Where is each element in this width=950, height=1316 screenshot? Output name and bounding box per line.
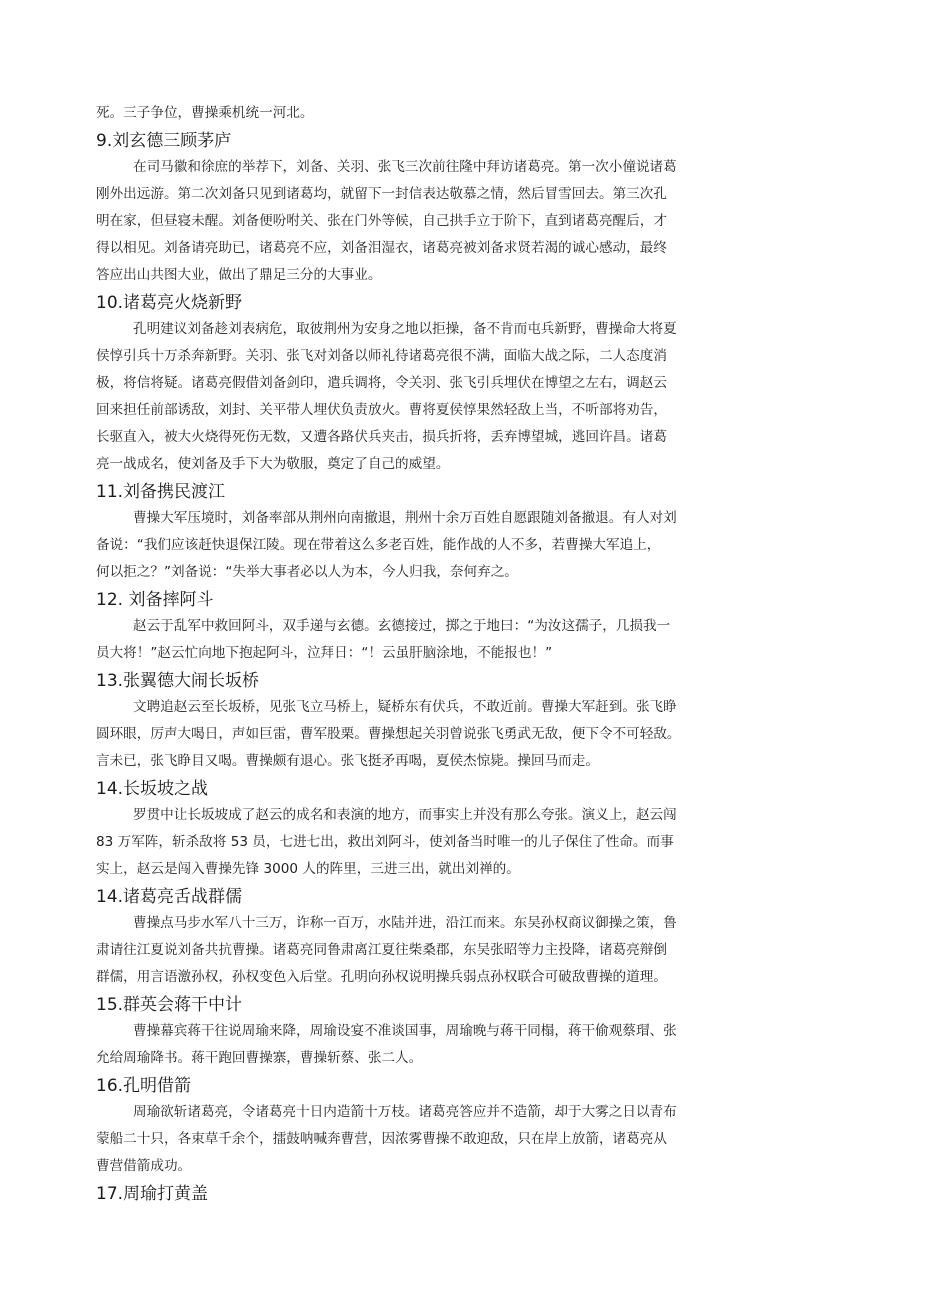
document-page [96,100,856,1207]
paragraph-line: 肃请往江夏说刘备共抗曹操。诸葛亮同鲁肃离江夏往柴桑郡，东吴张昭等力主投降，诸葛亮辩倒 [96,942,667,958]
paragraph-line: 周瑜欲斩诸葛亮，令诸葛亮十日内造箭十万枝。诸葛亮答应并不造箭，却于大雾之日以青布 [133,1104,677,1120]
paragraph-line: 蒙船二十只，各束草千余个，擂鼓呐喊奔曹营，因浓雾曹操不敢迎敌，只在岸上放箭，诸葛亮从 [96,1131,667,1147]
paragraph-line: 圆环眼，厉声大喝日，声如巨雷，曹军股栗。曹操想起关羽曾说张飞勇武无敌，便下令不可轻敌。 [96,726,681,742]
paragraph-line: 曹营借箭成功。 [96,1158,192,1174]
intro-line: 死。三子争位，曹操乘机统一河北。 [96,105,314,121]
section-heading: 11.刘备携民渡江 [96,482,226,502]
section-heading: 14.长坂坡之战 [96,779,209,799]
paragraph-line: 曹操大军压境时，刘备率部从荆州向南撤退，荆州十余万百姓自愿跟随刘备撤退。有人对刘 [133,510,677,526]
paragraph-line: 答应出山共图大业，做出了鼎足三分的大事业。 [96,267,382,283]
paragraph-line: 言未已，张飞睁目又喝。曹操颇有退心。张飞挺矛再喝，夏侯杰惊毙。操回马而走。 [96,753,599,769]
section-heading: 14.诸葛亮舌战群儒 [96,887,243,907]
section-paragraph [96,505,856,586]
paragraph-line: 群儒，用言语激孙权，孙权变色入后堂。孔明向孙权说明操兵弱点孙权联合可破敌曹操的道理。 [96,969,667,985]
section-heading: 13.张翼德大闹长坂桥 [96,671,260,691]
section-paragraph [96,613,856,667]
paragraph-line: 侯惇引兵十万杀奔新野。关羽、张飞对刘备以师礼待诸葛亮很不满，面临大战之际，二人态度消 [96,348,667,364]
paragraph-line: 亮一战成名，使刘备及手下大为敬服，奠定了自己的威望。 [96,456,450,472]
paragraph-line: 明在家，但昼寝未醒。刘备便吩咐关、张在门外等候，自己拱手立于阶下，直到诸葛亮醒后，才 [96,213,667,229]
paragraph-line: 回来担任前部诱敌，刘封、关平带人埋伏负责放火。曹将夏侯惇果然轻敌上当，不听部将劝告， [96,402,667,418]
section-paragraph [96,910,856,991]
section-heading: 12. 刘备摔阿斗 [96,590,214,610]
paragraph-line: 允给周瑜降书。蒋干跑回曹操寨，曹操斩蔡、张二人。 [96,1050,423,1066]
paragraph-line: 曹操幕宾蒋干往说周瑜来降，周瑜设宴不准谈国事，周瑜晚与蒋干同榻，蒋干偷观蔡瑁、张 [133,1023,677,1039]
paragraph-line: 孔明建议刘备趁刘表病危，取彼荆州为安身之地以拒操，备不肯而屯兵新野，曹操命大将夏 [133,321,677,337]
paragraph-line: 极，将信将疑。诸葛亮假借刘备剑印，遣兵调将，令关羽、张飞引兵埋伏在博望之左右，调赵云 [96,375,667,391]
section-heading: 10.诸葛亮火烧新野 [96,293,243,313]
paragraph-line: 长驱直入，被大火烧得死伤无数，又遭各路伏兵夹击，损兵折将，丢弃博望城，逃回许昌。诸葛 [96,429,667,445]
sections-container [96,129,856,1206]
paragraph-line: 曹操点马步水军八十三万，诈称一百万，水陆并进，沿江而来。东吴孙权商议御操之策，鲁 [133,915,677,931]
section-paragraph [96,1099,856,1180]
paragraph-line: 实上，赵云是闯入曹操先锋 3000 人的阵里，三进三出，就出刘禅的。 [96,861,520,877]
section-paragraph [96,1018,856,1072]
section-heading: 16.孔明借箭 [96,1076,192,1096]
paragraph-line: 备说：“我们应该赶快退保江陵。现在带着这么多老百姓，能作战的人不多，若曹操大军追上， [96,537,661,553]
section-heading: 9.刘玄德三顾茅庐 [96,131,232,151]
section-heading: 17.周瑜打黄盖 [96,1184,209,1204]
paragraph-line: 83 万军阵，斩杀敌将 53 员，七进七出，救出刘阿斗，使刘备当时唯一的儿子保住了性命。而事 [96,834,674,850]
paragraph-line: 文聘追赵云至长坂桥，见张飞立马桥上，疑桥东有伏兵，不敢近前。曹操大军赶到。张飞睁 [133,699,677,715]
paragraph-line: 得以相见。刘备请亮助已，诸葛亮不应，刘备泪湿衣，诸葛亮被刘备求贤若渴的诚心感动，最终 [96,240,667,256]
paragraph-line: 何以拒之？”刘备说：“失举大事者必以人为本，今人归我，奈何弃之。 [96,564,518,580]
paragraph-line: 员大将！”赵云忙向地下抱起阿斗，泣拜日：“！云虽肝脑涂地，不能报也！” [96,645,553,661]
paragraph-line: 罗贯中让长坂坡成了赵云的成名和表演的地方，而事实上并没有那么夸张。演义上，赵云闯 [133,807,677,823]
paragraph-line: 刚外出远游。第二次刘备只见到诸葛均，就留下一封信表达敬慕之情，然后冒雪回去。第三次孔 [96,186,667,202]
section-paragraph [96,802,856,883]
paragraph-line: 赵云于乱军中救回阿斗，双手递与玄德。玄德接过，掷之于地曰：“为汝这孺子，几损我一 [133,618,671,634]
section-heading: 15.群英会蒋干中计 [96,995,243,1015]
section-paragraph [96,694,856,775]
section-paragraph [96,316,856,478]
section-paragraph [96,154,856,289]
paragraph-line: 在司马徽和徐庶的举荐下，刘备、关羽、张飞三次前往隆中拜访诸葛亮。第一次小僮说诸葛 [133,159,677,175]
